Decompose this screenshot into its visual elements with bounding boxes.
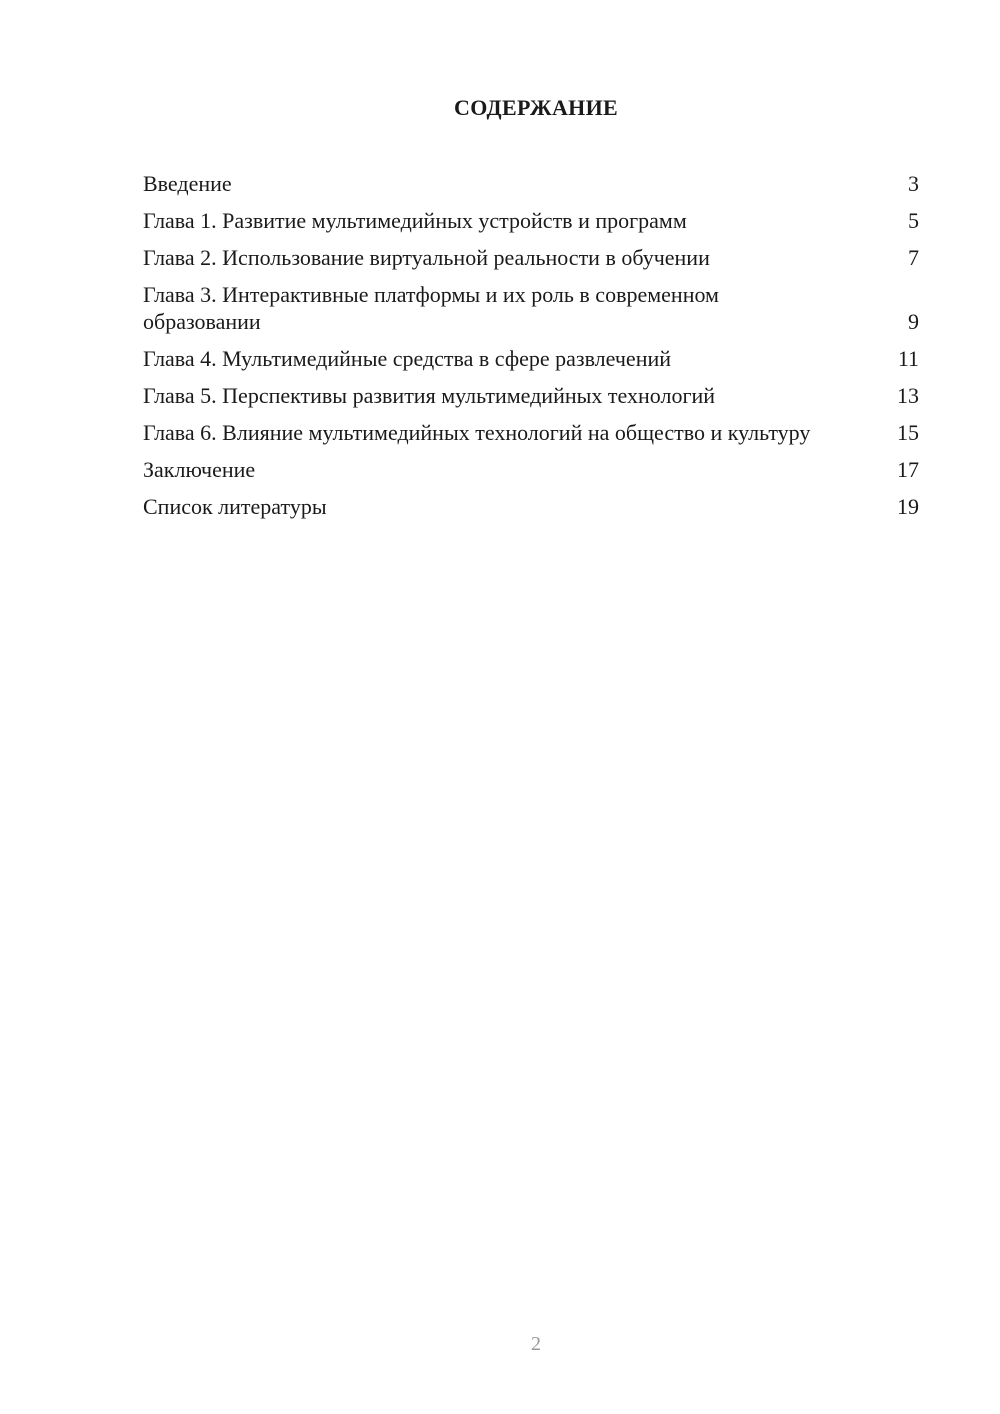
toc-entry-title: Введение: [143, 171, 232, 196]
toc-entry-page-number: 13: [897, 383, 919, 408]
toc-entry-conclusion: [143, 456, 919, 483]
toc-entry-title: Глава 5. Перспективы развития мультимедийных технологий: [143, 383, 716, 408]
toc-entry-introduction: [143, 170, 919, 197]
toc-entry-chapter-6: [143, 419, 919, 446]
toc-entry-chapter-3: [143, 281, 919, 335]
toc-entry-title: Заключение: [143, 457, 256, 482]
toc-entry-chapter-1: [143, 207, 919, 234]
toc-entry-page-number: 11: [897, 346, 919, 371]
toc-entry-page-number: 17: [897, 457, 919, 482]
toc-entry-title: Глава 2. Использование виртуальной реальности в обучении: [143, 245, 710, 270]
toc-entry-title: Список литературы: [143, 494, 327, 519]
toc-entry-title: Глава 3. Интерактивные платформы и их роль в современном образовании: [143, 282, 719, 334]
page-number: 2: [531, 1333, 541, 1355]
toc-entry-chapter-5: [143, 382, 919, 409]
toc-entry-page-number: 9: [908, 309, 919, 334]
toc-entry-page-number: 7: [908, 245, 919, 270]
toc-entry-chapter-2: [143, 244, 919, 271]
toc-entry-title: Глава 1. Развитие мультимедийных устройств и программ: [143, 208, 687, 233]
toc-entry-page-number: 3: [908, 171, 919, 196]
toc-entry-page-number: 15: [897, 420, 919, 445]
table-of-contents: [143, 170, 919, 530]
toc-entry-page-number: 5: [908, 208, 919, 233]
toc-entry-chapter-4: [143, 345, 919, 372]
toc-entry-page-number: 19: [897, 494, 919, 519]
toc-entry-title: Глава 4. Мультимедийные средства в сфере развлечений: [143, 346, 672, 371]
toc-entry-references: [143, 493, 919, 520]
toc-entry-title: Глава 6. Влияние мультимедийных технологий на общество и культуру: [143, 420, 811, 445]
page-title: СОДЕРЖАНИЕ: [454, 95, 618, 120]
